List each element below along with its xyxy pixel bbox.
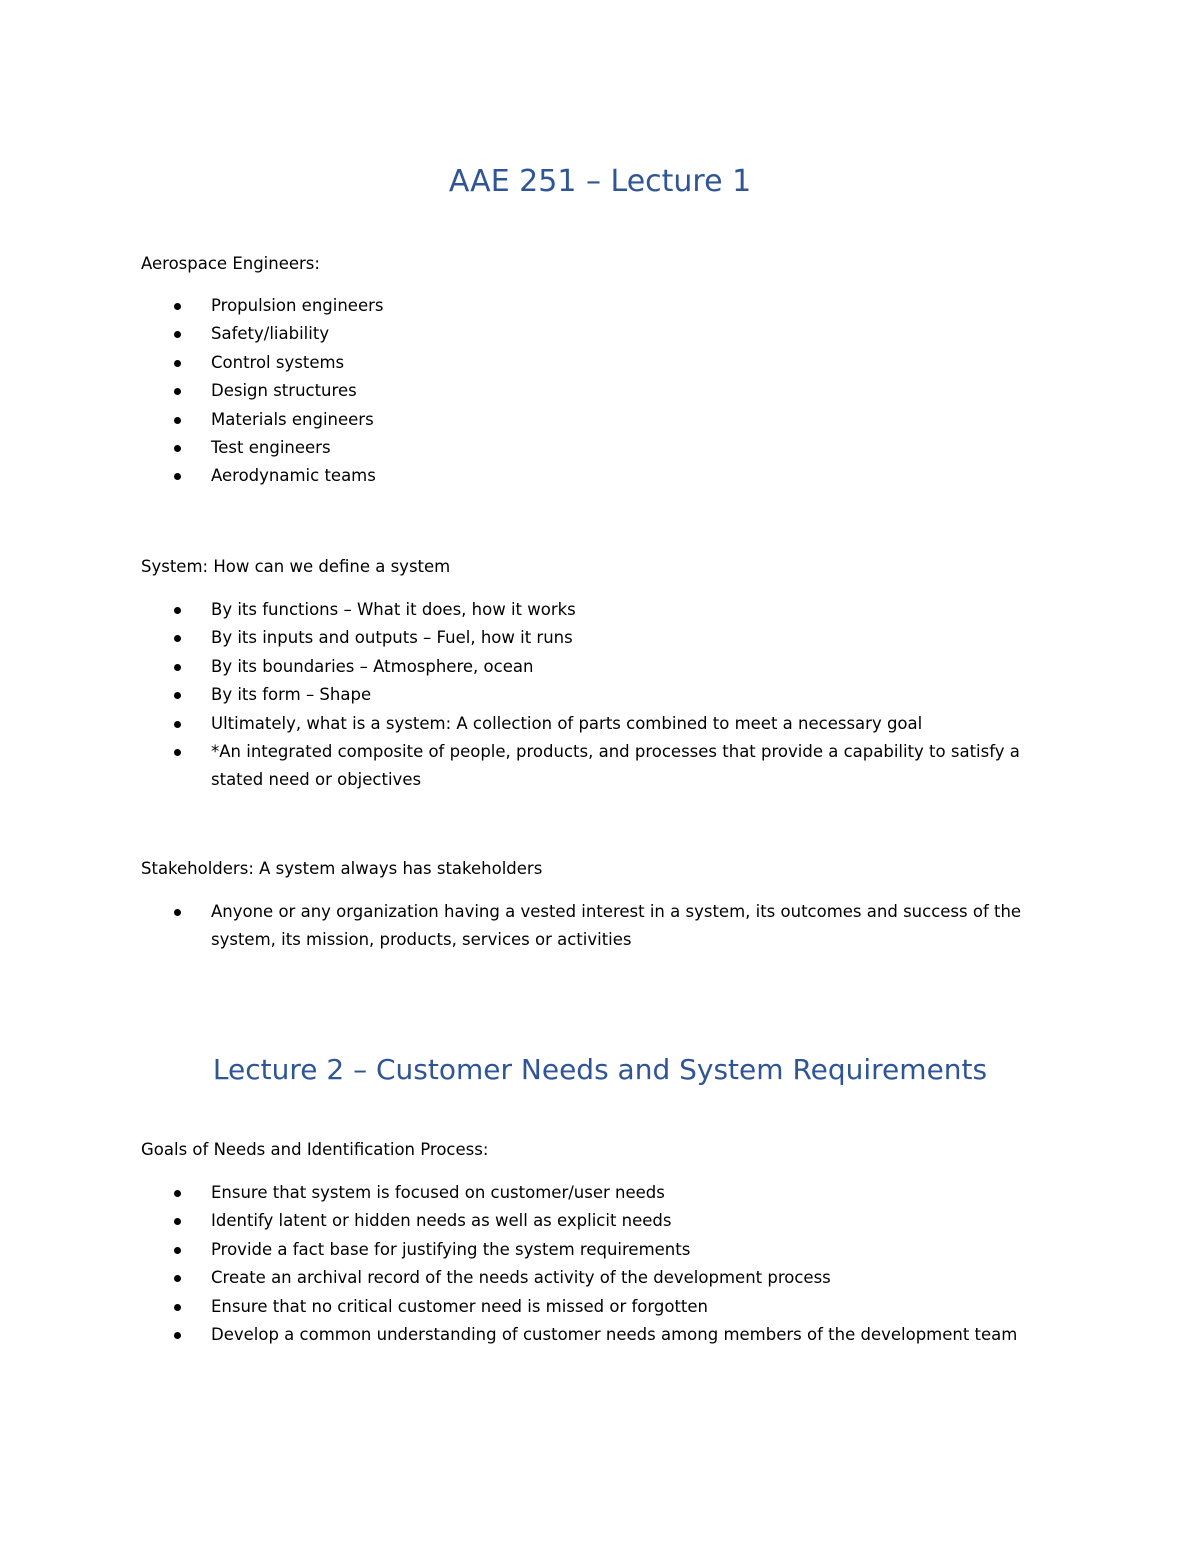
list-item: Control systems — [0, 349, 1061, 377]
bullet-icon — [174, 1218, 181, 1225]
list-item: Test engineers — [0, 434, 1061, 462]
bullet-icon — [174, 360, 181, 367]
stakeholders-list — [0, 898, 1200, 955]
list-item: By its inputs and outputs – Fuel, how it runs — [0, 624, 1061, 652]
goals-heading: Goals of Needs and Identification Process: — [141, 1140, 489, 1159]
list-item: Provide a fact base for justifying the system requirements — [0, 1236, 1061, 1264]
list-item: Propulsion engineers — [0, 292, 1061, 320]
list-item: *An integrated composite of people, products, and processes that provide a capability to satisfy a stated need or objectives — [0, 738, 1061, 795]
bullet-icon — [174, 473, 181, 480]
bullet-icon — [174, 331, 181, 338]
bullet-icon — [174, 1247, 181, 1254]
list-item: Ensure that system is focused on customer/user needs — [0, 1179, 1061, 1207]
bullet-icon — [174, 721, 181, 728]
bullet-icon — [174, 388, 181, 395]
bullet-icon — [174, 1332, 181, 1339]
bullet-icon — [174, 1190, 181, 1197]
goals-list — [0, 1179, 1200, 1349]
list-item: By its boundaries – Atmosphere, ocean — [0, 653, 1061, 681]
list-item: Materials engineers — [0, 406, 1061, 434]
bullet-icon — [174, 445, 181, 452]
list-item: By its functions – What it does, how it works — [0, 596, 1061, 624]
bullet-icon — [174, 749, 181, 756]
bullet-icon — [174, 1275, 181, 1282]
system-list — [0, 596, 1200, 795]
aerospace-engineers-list — [0, 292, 1200, 491]
bullet-icon — [174, 909, 181, 916]
lecture-2-title: Lecture 2 – Customer Needs and System Requirements — [212, 1053, 988, 1086]
bullet-icon — [174, 692, 181, 699]
system-heading: System: How can we define a system — [141, 557, 451, 576]
list-item: Design structures — [0, 377, 1061, 405]
list-item: Develop a common understanding of customer needs among members of the development team — [0, 1321, 1061, 1349]
list-item: Ensure that no critical customer need is missed or forgotten — [0, 1293, 1061, 1321]
lecture-1-title: AAE 251 – Lecture 1 — [448, 164, 752, 199]
list-item: Aerodynamic teams — [0, 462, 1061, 490]
bullet-icon — [174, 635, 181, 642]
list-item: Anyone or any organization having a vested interest in a system, its outcomes and success of the system, its mission, products, services or activities — [0, 898, 1061, 955]
list-item: Create an archival record of the needs activity of the development process — [0, 1264, 1061, 1292]
aerospace-engineers-heading: Aerospace Engineers: — [141, 254, 320, 273]
list-item: Identify latent or hidden needs as well as explicit needs — [0, 1207, 1061, 1235]
stakeholders-heading: Stakeholders: A system always has stakeholders — [141, 859, 543, 878]
bullet-icon — [174, 664, 181, 671]
list-item: Safety/liability — [0, 320, 1061, 348]
bullet-icon — [174, 417, 181, 424]
bullet-icon — [174, 303, 181, 310]
list-item: By its form – Shape — [0, 681, 1061, 709]
list-item: Ultimately, what is a system: A collection of parts combined to meet a necessary goal — [0, 710, 1061, 738]
bullet-icon — [174, 607, 181, 614]
bullet-icon — [174, 1304, 181, 1311]
